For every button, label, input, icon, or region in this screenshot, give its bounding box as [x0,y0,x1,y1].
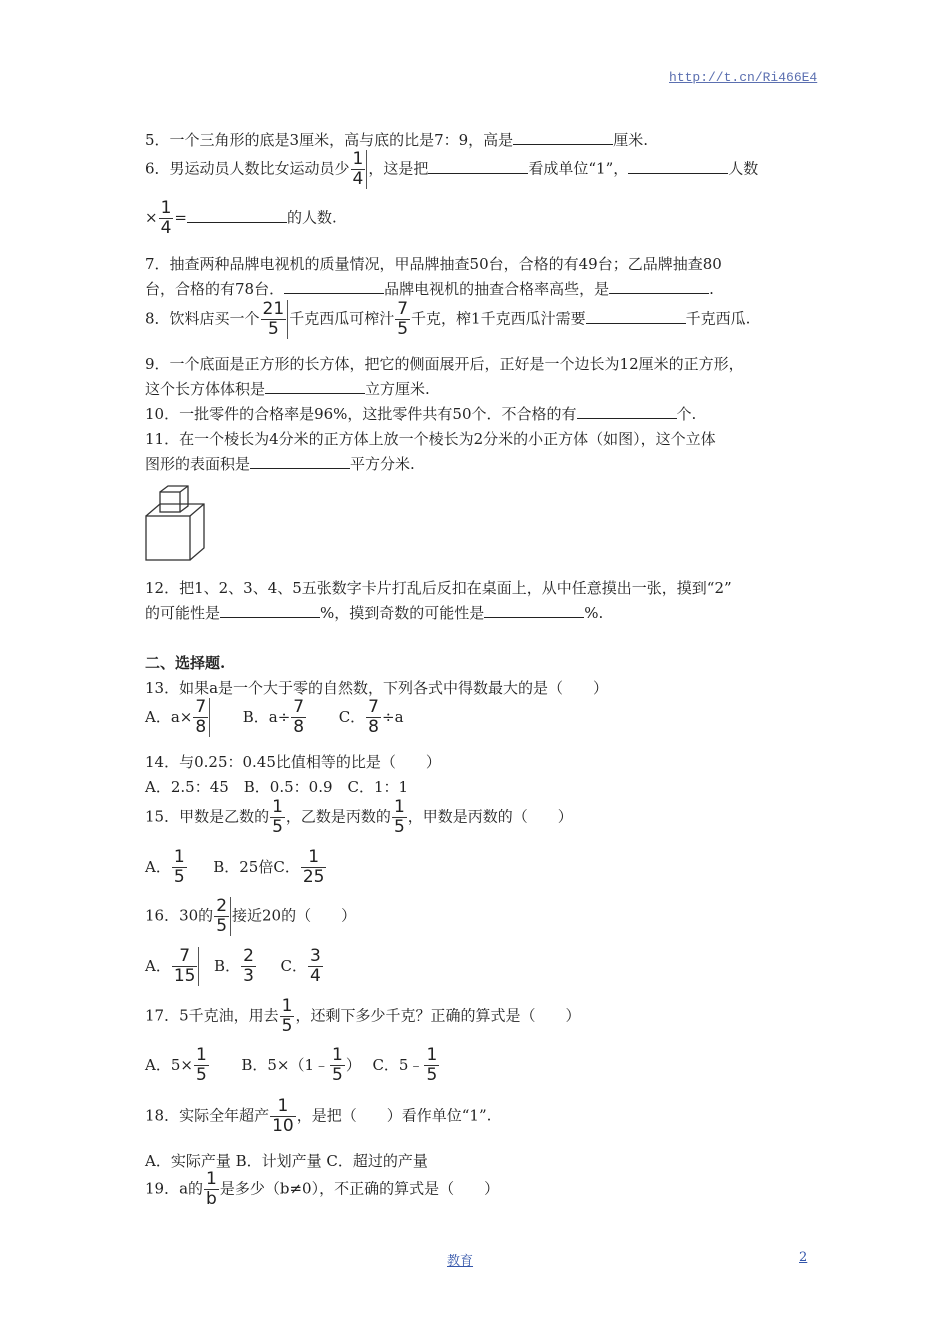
q15-fraction-2: $\frac{1}{5}$ [393,797,405,837]
q16-option-a[interactable]: A． $\frac{7}{15}$ [145,957,200,975]
q6-text-d: 人数 [728,159,759,178]
q11-text-b: 平方分米. [350,455,415,473]
section-2-title: 二、选择题. [145,654,226,672]
question-5 [145,129,648,150]
header-url-link[interactable]: http://t.cn/Ri466E4 [669,70,818,85]
question-11-line2 [145,453,415,474]
q8-blank[interactable] [586,309,686,324]
q15-text-a: 15．甲数是乙数的 [145,807,270,826]
q17-options [145,1046,440,1085]
q7-blank-1[interactable] [284,279,384,294]
q17-text-b: ，还剩下多少千克？正确的算式是（ ） [295,1006,581,1025]
q12-text-b: %，摸到奇数的可能性是 [320,604,485,622]
q12-blank-2[interactable] [484,603,584,618]
q15-text-b: ，乙数是丙数的 [285,807,391,826]
q7-blank-2[interactable] [609,279,709,294]
q16-option-c[interactable]: C． $\frac{3}{4}$ [280,946,321,986]
q6-fraction-2: $\frac{1}{4}$ [160,198,172,238]
q16-text-b: 接近20的（ ） [232,906,357,925]
q7-text-b: 品牌电视机的抽查合格率高些，是 [384,280,610,298]
q18-fraction: $\frac{1}{10}$ [272,1096,294,1136]
question-9-line2 [145,378,430,399]
q8-text-d: 千克西瓜. [685,309,751,328]
q18-options[interactable]: A．实际产量 B．计划产量 C．超过的产量 [145,1152,428,1170]
q6-blank-2[interactable] [628,159,728,174]
q15-fraction-1: $\frac{1}{5}$ [272,797,283,837]
q5-unit: 厘米. [613,131,648,149]
q12-blank-1[interactable] [220,603,320,618]
question-6-line2 [145,199,337,238]
q6-times: × [145,208,158,227]
q6-blank-1[interactable] [428,159,528,174]
q17-option-a[interactable]: A．5× $\frac{1}{5}$ [145,1045,207,1085]
footer-center-link[interactable]: 教育 [447,1254,474,1269]
q11-line1: 11．在一个棱长为4分米的正方体上放一个棱长为2分米的小正方体（如图），这个立体 [145,430,716,448]
q7-line1: 7．抽查两种品牌电视机的质量情况，甲品牌抽查50台，合格的有49台；乙品牌抽查80 [145,255,722,273]
stacked-cubes-figure [144,484,210,564]
q19-text-a: 19．a的 [145,1179,204,1198]
question-19 [145,1170,499,1209]
q14-stem: 14．与0.25：0.45比值相等的比是（ ） [145,753,441,771]
q6-equals: = [174,208,187,227]
q16-options [145,947,324,986]
question-6 [145,150,758,189]
q16-fraction: $\frac{2}{5}$ [214,897,231,936]
q15-option-b-c[interactable]: B．25倍C． $\frac{1}{25}$ [213,847,325,887]
question-10 [145,403,696,424]
q17-option-c[interactable]: C．5﹣ $\frac{1}{5}$ [372,1045,438,1085]
q12-text-c: %. [584,604,604,622]
q9-line1: 9．一个底面是正方形的长方体，把它的侧面展开后，正好是一个边长为12厘米的正方形， [145,355,744,373]
q10-text-a: 10．一批零件的合格率是96%，这批零件共有50个．不合格的有 [145,405,577,423]
q7-text-c: . [709,280,714,298]
q6-text-i: 的人数. [286,208,337,227]
q8-text-b: 千克西瓜可榨汁 [289,309,395,328]
q15-option-a[interactable]: A． $\frac{1}{5}$ [145,847,185,887]
q8-fraction-2: $\frac{7}{5}$ [397,299,409,339]
q15-options [145,848,327,887]
q13-option-b[interactable]: B．a÷ $\frac{7}{8}$ [242,697,305,737]
q17-fraction: $\frac{1}{5}$ [281,996,293,1036]
q11-text-a: 图形的表面积是 [145,455,251,473]
q16-text-a: 16．30的 [145,906,214,925]
q15-text-c: ，甲数是丙数的（ ） [407,807,573,826]
q8-text-c: 千克，榨1千克西瓜汁需要 [411,309,586,328]
q7-text-a: 台，合格的有78台． [145,280,285,298]
q13-stem: 13．如果a是一个大于零的自然数，下列各式中得数最大的是（ ） [145,679,609,697]
q6-fraction: $\frac{1}{4}$ [351,150,368,189]
q13-options [145,698,404,737]
q13-option-a[interactable]: A．a× $\frac{7}{8}$ [145,708,211,726]
q18-text-a: 18．实际全年超产 [145,1106,270,1125]
q9-blank[interactable] [265,379,365,394]
q5-blank[interactable] [513,130,613,145]
q6-blank-3[interactable] [187,208,287,223]
q10-blank[interactable] [577,404,677,419]
q5-text: 5．一个三角形的底是3厘米，高与底的比是7：9，高是 [145,131,514,149]
question-12-line2 [145,602,603,623]
question-16 [145,897,356,936]
question-18 [145,1097,491,1136]
question-7-line2 [145,278,714,299]
q13-option-c[interactable]: C． $\frac{7}{8}$ ÷a [338,697,404,737]
question-8 [145,300,750,339]
q9-text-b: 立方厘米. [365,380,430,398]
q12-line1: 12．把1、2、3、4、5五张数字卡片打乱后反扣在桌面上，从中任意摸出一张，摸到“2” [145,579,732,597]
q6-text-b: ，这是把 [368,159,429,178]
q6-text-a: 6．男运动员人数比女运动员少 [145,159,350,178]
q11-blank[interactable] [250,454,350,469]
q17-option-b[interactable]: B．5×（1﹣ $\frac{1}{5}$ ） [241,1045,361,1085]
q10-text-b: 个. [676,405,697,423]
question-17 [145,997,580,1036]
q14-options[interactable]: A．2.5：45 B．0.5：0.9 C．1：1 [145,778,409,796]
page-number: 2 [799,1250,808,1265]
q19-fraction: $\frac{1}{b}$ [206,1169,217,1209]
q6-text-c: 看成单位“1”， [528,159,629,178]
q16-option-b[interactable]: B． $\frac{2}{3}$ [214,946,254,986]
q19-text-b: 是多少（b≠0），不正确的算式是（ ） [219,1179,500,1198]
q18-text-b: ，是把（ ）看作单位“1”. [296,1106,492,1125]
q8-fraction-1: $\frac{21}{5}$ [261,300,289,339]
q9-text-a: 这个长方体体积是 [145,380,266,398]
q8-text-a: 8．饮料店买一个 [145,309,260,328]
q12-text-a: 的可能性是 [145,604,221,622]
q17-text-a: 17．5千克油，用去 [145,1006,279,1025]
question-15 [145,798,573,837]
